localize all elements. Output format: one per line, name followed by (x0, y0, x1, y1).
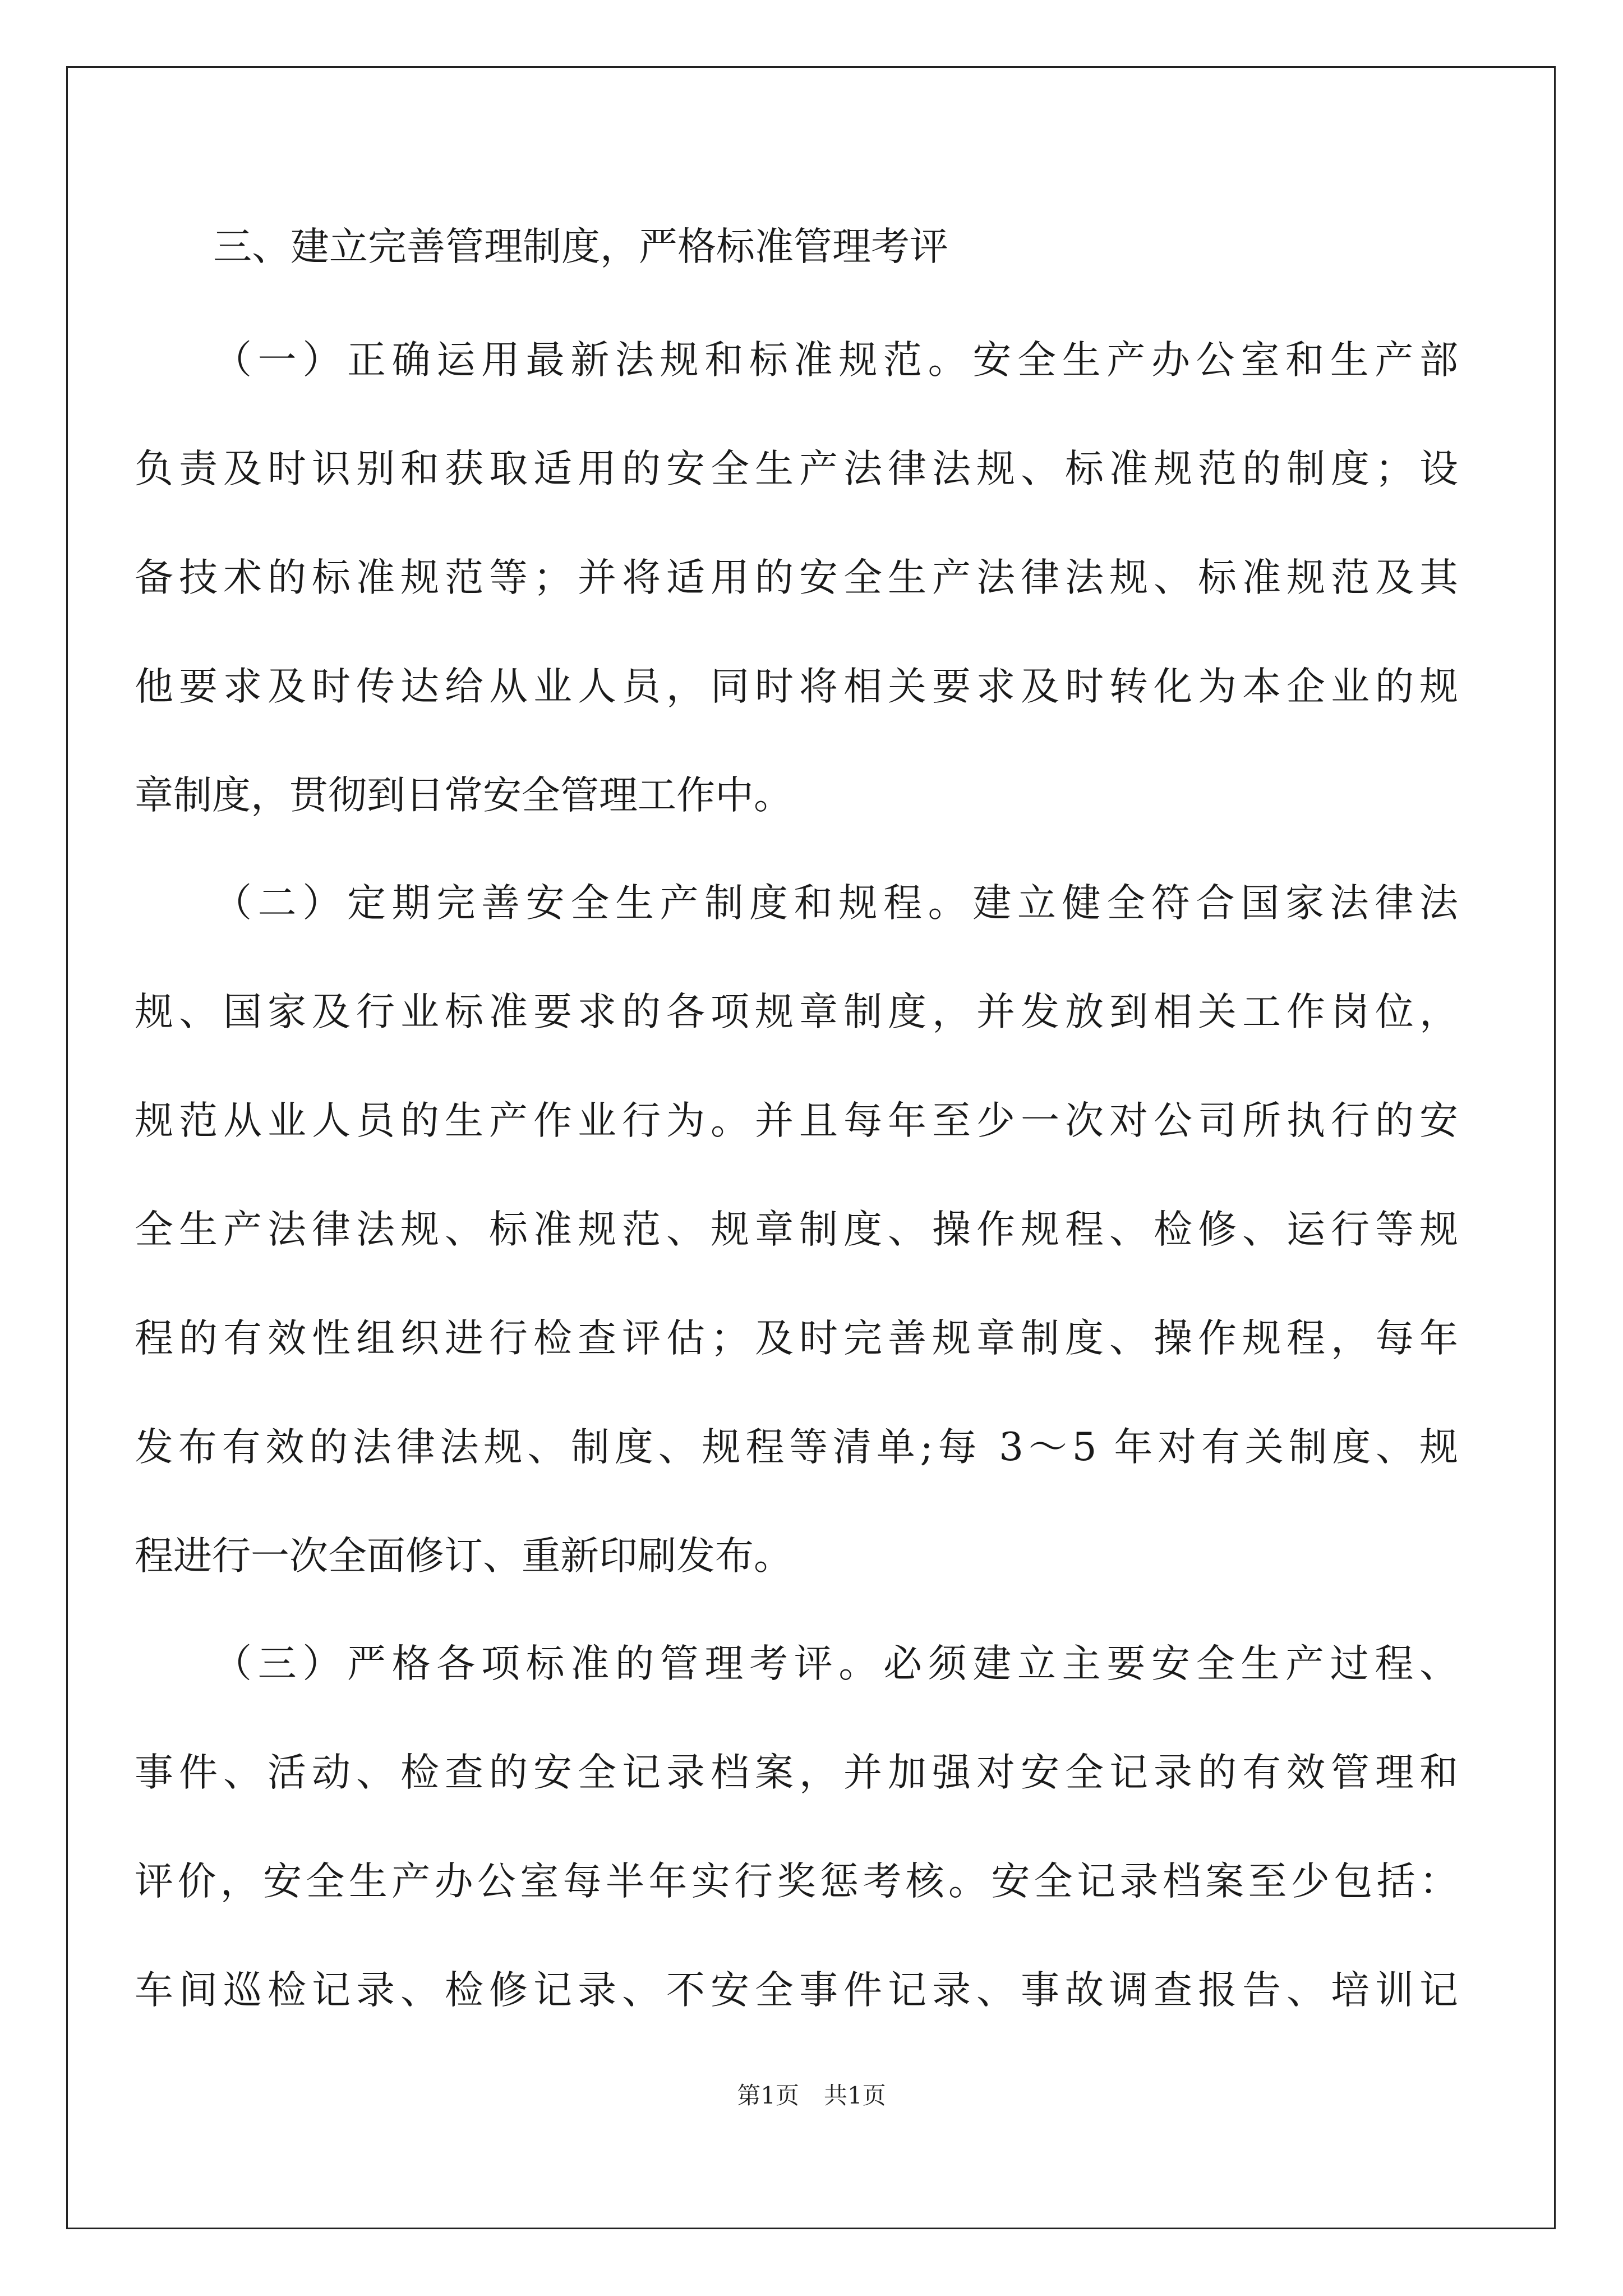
page-number: 第1页 (737, 2082, 799, 2109)
paragraph-line: 发布有效的法律法规、制度、规程等清单;每 3～5 年对有关制度、规 (135, 1425, 1458, 1470)
paragraph-line: 车间巡检记录、检修记录、不安全事件记录、事故调查报告、培训记 (135, 1968, 1458, 2013)
paragraph-line: 规范从业人员的生产作业行为。并且每年至少一次对公司所执行的安 (135, 1098, 1458, 1143)
page-total: 共1页 (824, 2082, 886, 2109)
paragraph-line: 程的有效性组织进行检查评估；及时完善规章制度、操作规程，每年 (135, 1316, 1458, 1361)
paragraph-line: 他要求及时传达给从业人员，同时将相关要求及时转化为本企业的规 (135, 664, 1458, 709)
paragraph-line: （一）正确运用最新法规和标准规范。安全生产办公室和生产部 (213, 338, 1458, 383)
paragraph-line: 全生产法律法规、标准规范、规章制度、操作规程、检修、运行等规 (135, 1207, 1458, 1252)
paragraph-line: 备技术的标准规范等；并将适用的安全生产法律法规、标准规范及其 (135, 555, 1458, 600)
page-footer (0, 2079, 1623, 2113)
paragraph-line: 评价，安全生产办公室每半年实行奖惩考核。安全记录档案至少包括： (135, 1859, 1458, 1904)
paragraph-line: 程进行一次全面修订、重新印刷发布。 (135, 1534, 792, 1579)
paragraph-line: （三）严格各项标准的管理考评。必须建立主要安全生产过程、 (213, 1641, 1458, 1686)
paragraph-line: 规、国家及行业标准要求的各项规章制度，并发放到相关工作岗位， (135, 990, 1458, 1034)
paragraph-line: 章制度，贯彻到日常安全管理工作中。 (135, 773, 792, 818)
paragraph-line: 事件、活动、检查的安全记录档案，并加强对安全记录的有效管理和 (135, 1750, 1458, 1795)
section-heading: 三、建立完善管理制度，严格标准管理考评 (213, 224, 948, 269)
paragraph-line: （二）定期完善安全生产制度和规程。建立健全符合国家法律法 (213, 881, 1458, 926)
paragraph-line: 负责及时识别和获取适用的安全生产法律法规、标准规范的制度；设 (135, 447, 1458, 491)
